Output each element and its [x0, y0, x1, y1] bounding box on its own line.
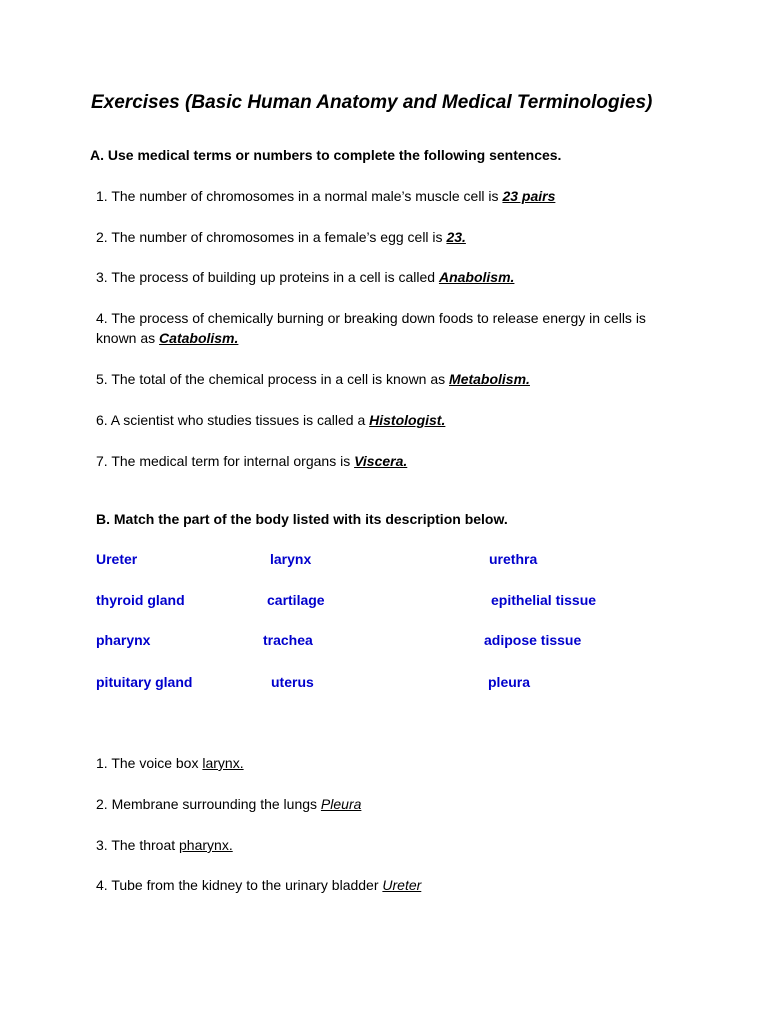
section-a-item-2	[96, 227, 696, 247]
section-b-item-1	[96, 753, 696, 773]
sentence-text: 4. Tube from the kidney to the urinary bladder	[96, 877, 383, 893]
section-a-item-6	[96, 410, 696, 430]
term-urethra: urethra	[489, 551, 538, 567]
term-uterus: uterus	[271, 674, 314, 690]
answer: Ureter	[382, 877, 422, 893]
answer: Pleura	[320, 796, 362, 812]
section-b-heading: B. Match the part of the body listed with its description below.	[96, 511, 508, 527]
section-a-item-1	[96, 186, 696, 206]
section-b-item-2	[96, 794, 696, 814]
term-pituitary-gland: pituitary gland	[96, 674, 193, 690]
sentence-text: 4. The process of chemically burning or breaking down foods to release energy in cells is known as	[96, 310, 646, 346]
sentence-text: 1. The number of chromosomes in a normal male’s muscle cell is	[96, 188, 503, 204]
section-a-heading: A. Use medical terms or numbers to complete the following sentences.	[90, 147, 562, 163]
section-a-item-4	[96, 308, 686, 348]
page-title: Exercises (Basic Human Anatomy and Medical Terminologies)	[91, 92, 653, 113]
term-adipose-tissue: adipose tissue	[484, 632, 582, 648]
sentence-text: 2. The number of chromosomes in a female’s egg cell is	[96, 229, 447, 245]
section-b-item-3	[96, 835, 696, 855]
term-cartilage: cartilage	[267, 592, 325, 608]
answer: Histologist.	[369, 412, 446, 428]
answer: Catabolism.	[159, 330, 239, 346]
section-a-item-7	[96, 451, 696, 471]
term-trachea: trachea	[263, 632, 313, 648]
sentence-text: 3. The throat	[96, 837, 180, 853]
answer: Viscera.	[354, 453, 408, 469]
term-ureter: Ureter	[96, 551, 138, 567]
answer: pharynx.	[179, 837, 233, 853]
term-pleura: pleura	[488, 674, 531, 690]
term-thyroid-gland: thyroid gland	[96, 592, 185, 608]
sentence-text: 2. Membrane surrounding the lungs	[96, 796, 321, 812]
answer: 23.	[446, 229, 466, 245]
answer: 23 pairs	[502, 188, 556, 204]
term-pharynx: pharynx	[96, 632, 151, 648]
sentence-text: 7. The medical term for internal organs is	[96, 453, 355, 469]
section-b-item-4	[96, 875, 696, 895]
term-larynx: larynx	[270, 551, 312, 567]
answer: larynx.	[202, 755, 244, 771]
sentence-text: 3. The process of building up proteins in a cell is called	[96, 269, 439, 285]
sentence-text: 6. A scientist who studies tissues is called a	[96, 412, 370, 428]
answer: Anabolism.	[438, 269, 515, 285]
section-a-item-3	[96, 267, 696, 287]
section-a-item-5	[96, 369, 696, 389]
term-epithelial-tissue: epithelial tissue	[491, 592, 597, 608]
sentence-text: 5. The total of the chemical process in a cell is known as	[96, 371, 450, 387]
sentence-text: 1. The voice box	[96, 755, 203, 771]
answer: Metabolism.	[449, 371, 530, 387]
